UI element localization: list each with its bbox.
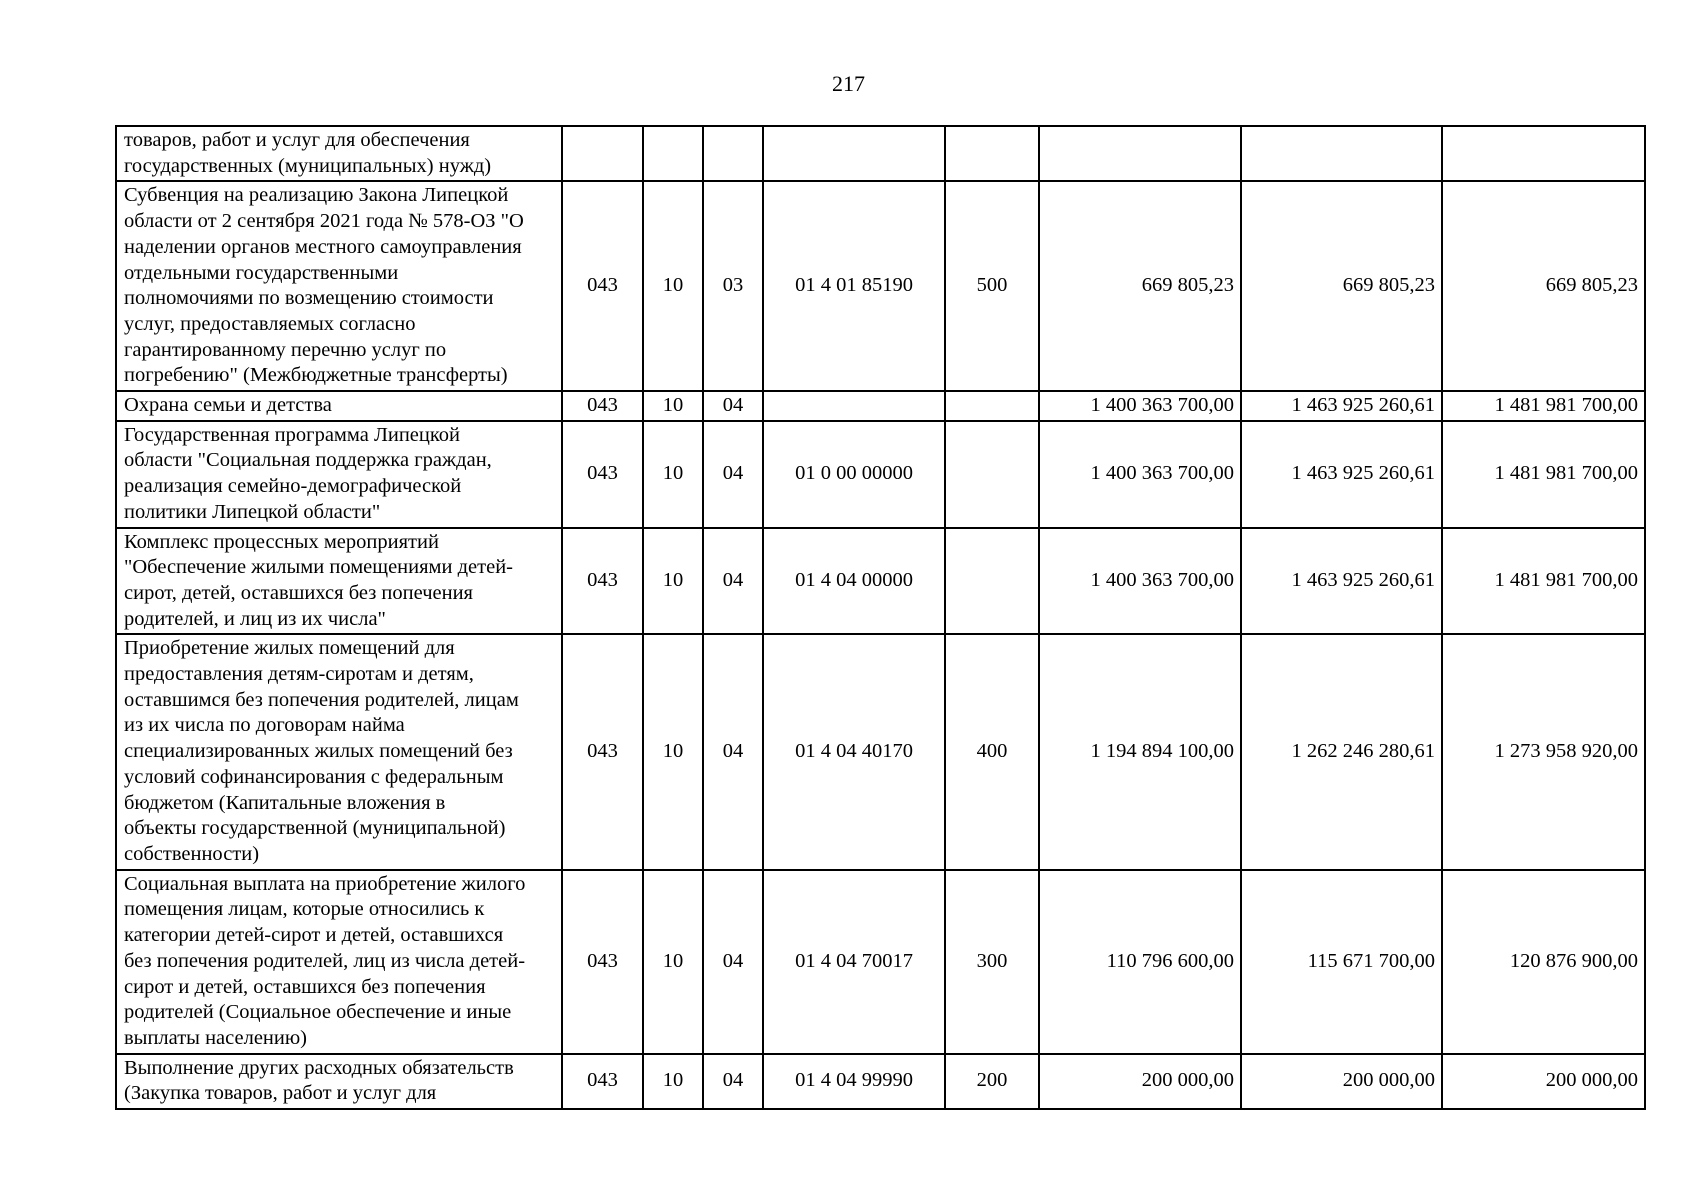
cell-amount-year-1: 1 400 363 700,00	[1039, 421, 1241, 528]
table-row	[116, 634, 1645, 869]
description-line: области от 2 сентября 2021 года № 578-ОЗ "О	[124, 210, 524, 233]
cell-amount-year-3: 669 805,23	[1442, 181, 1645, 391]
description-line: Социальная выплата на приобретение жилого	[124, 872, 526, 895]
description-line: "Обеспечение жилыми помещениями детей-	[124, 556, 513, 579]
description-line: родителей (Социальное обеспечение и иные	[124, 1001, 512, 1024]
page-number: 217	[832, 71, 865, 96]
table-row	[116, 1054, 1645, 1109]
cell-target-article: 01 4 04 99990	[763, 1054, 945, 1109]
description-line: оставшимся без попечения родителей, лицам	[124, 688, 519, 711]
cell-subsection-code: 03	[703, 181, 763, 391]
description-line: без попечения родителей, лиц из числа детей-	[124, 949, 526, 972]
cell-amount-year-3: 1 481 981 700,00	[1442, 421, 1645, 528]
description-line: выплаты населению)	[124, 1026, 308, 1049]
cell-description	[116, 181, 562, 391]
cell-target-article	[763, 391, 945, 421]
cell-description	[116, 528, 562, 635]
cell-section-code: 10	[643, 421, 703, 528]
description-line: Субвенция на реализацию Закона Липецкой	[124, 184, 509, 207]
cell-section-code	[643, 126, 703, 181]
cell-amount-year-1: 669 805,23	[1039, 181, 1241, 391]
cell-amount-year-2: 115 671 700,00	[1241, 870, 1442, 1054]
cell-amount-year-3: 1 273 958 920,00	[1442, 634, 1645, 869]
cell-department-code: 043	[562, 528, 643, 635]
cell-amount-year-2: 1 262 246 280,61	[1241, 634, 1442, 869]
description-line: Комплекс процессных мероприятий	[124, 530, 439, 553]
cell-amount-year-2: 200 000,00	[1241, 1054, 1442, 1109]
cell-amount-year-2: 1 463 925 260,61	[1241, 421, 1442, 528]
cell-amount-year-3: 1 481 981 700,00	[1442, 391, 1645, 421]
cell-section-code: 10	[643, 634, 703, 869]
cell-amount-year-3: 1 481 981 700,00	[1442, 528, 1645, 635]
cell-amount-year-3	[1442, 126, 1645, 181]
description-line: Государственная программа Липецкой	[124, 423, 460, 446]
cell-section-code: 10	[643, 181, 703, 391]
cell-amount-year-3: 200 000,00	[1442, 1054, 1645, 1109]
table-body	[116, 126, 1645, 1109]
description-line: реализация семейно-демографической	[124, 475, 462, 498]
cell-subsection-code: 04	[703, 870, 763, 1054]
cell-subsection-code	[703, 126, 763, 181]
cell-department-code	[562, 126, 643, 181]
cell-department-code: 043	[562, 870, 643, 1054]
cell-expense-type	[945, 391, 1039, 421]
table-row	[116, 421, 1645, 528]
cell-amount-year-1	[1039, 126, 1241, 181]
cell-description	[116, 421, 562, 528]
cell-amount-year-1: 1 400 363 700,00	[1039, 391, 1241, 421]
cell-amount-year-2: 1 463 925 260,61	[1241, 391, 1442, 421]
budget-table	[115, 125, 1646, 1110]
description-line: Охрана семьи и детства	[124, 394, 332, 417]
cell-subsection-code: 04	[703, 1054, 763, 1109]
table-row	[116, 391, 1645, 421]
description-line: бюджетом (Капитальные вложения в	[124, 791, 446, 814]
cell-description	[116, 391, 562, 421]
cell-expense-type	[945, 528, 1039, 635]
cell-target-article: 01 0 00 00000	[763, 421, 945, 528]
table-row	[116, 870, 1645, 1054]
description-line: сирот, детей, оставшихся без попечения	[124, 581, 473, 604]
cell-department-code: 043	[562, 421, 643, 528]
description-line: полномочиями по возмещению стоимости	[124, 287, 494, 310]
cell-target-article: 01 4 01 85190	[763, 181, 945, 391]
cell-expense-type	[945, 421, 1039, 528]
cell-amount-year-2	[1241, 126, 1442, 181]
cell-expense-type: 300	[945, 870, 1039, 1054]
cell-subsection-code: 04	[703, 634, 763, 869]
description-line: гарантированному перечню услуг по	[124, 338, 447, 361]
description-line: Выполнение других расходных обязательств	[124, 1056, 514, 1079]
description-line: предоставления детям-сиротам и детям,	[124, 663, 474, 686]
cell-section-code: 10	[643, 870, 703, 1054]
cell-department-code: 043	[562, 181, 643, 391]
cell-amount-year-1: 200 000,00	[1039, 1054, 1241, 1109]
cell-subsection-code: 04	[703, 391, 763, 421]
description-line: наделении органов местного самоуправления	[124, 235, 522, 258]
description-line: условий софинансирования с федеральным	[124, 765, 504, 788]
cell-expense-type: 400	[945, 634, 1039, 869]
cell-description	[116, 126, 562, 181]
cell-amount-year-1: 1 400 363 700,00	[1039, 528, 1241, 635]
description-line: категории детей-сирот и детей, оставшихся	[124, 924, 504, 947]
description-line: области "Социальная поддержка граждан,	[124, 449, 492, 472]
description-line: сирот и детей, оставшихся без попечения	[124, 975, 486, 998]
cell-description	[116, 870, 562, 1054]
cell-amount-year-1: 1 194 894 100,00	[1039, 634, 1241, 869]
cell-section-code: 10	[643, 391, 703, 421]
cell-amount-year-2: 1 463 925 260,61	[1241, 528, 1442, 635]
cell-target-article: 01 4 04 40170	[763, 634, 945, 869]
description-line: отдельными государственными	[124, 261, 399, 284]
description-line: (Закупка товаров, работ и услуг для	[124, 1082, 437, 1105]
cell-subsection-code: 04	[703, 528, 763, 635]
cell-section-code: 10	[643, 1054, 703, 1109]
cell-target-article	[763, 126, 945, 181]
description-line: Приобретение жилых помещений для	[124, 637, 455, 660]
table-row	[116, 126, 1645, 181]
cell-department-code: 043	[562, 634, 643, 869]
cell-amount-year-2: 669 805,23	[1241, 181, 1442, 391]
description-line: государственных (муниципальных) нужд)	[124, 154, 492, 177]
cell-section-code: 10	[643, 528, 703, 635]
cell-expense-type	[945, 126, 1039, 181]
cell-department-code: 043	[562, 1054, 643, 1109]
description-line: собственности)	[124, 842, 260, 865]
cell-target-article: 01 4 04 00000	[763, 528, 945, 635]
description-line: родителей, и лиц из их числа"	[124, 607, 386, 630]
cell-description	[116, 634, 562, 869]
table-row	[116, 528, 1645, 635]
description-line: специализированных жилых помещений без	[124, 740, 513, 763]
description-line: товаров, работ и услуг для обеспечения	[124, 129, 470, 151]
cell-department-code: 043	[562, 391, 643, 421]
description-line: помещения лицам, которые относились к	[124, 898, 485, 921]
cell-expense-type: 500	[945, 181, 1039, 391]
cell-amount-year-1: 110 796 600,00	[1039, 870, 1241, 1054]
cell-subsection-code: 04	[703, 421, 763, 528]
description-line: из их числа по договорам найма	[124, 714, 405, 737]
cell-expense-type: 200	[945, 1054, 1039, 1109]
description-line: услуг, предоставляемых согласно	[124, 312, 416, 335]
cell-target-article: 01 4 04 70017	[763, 870, 945, 1054]
cell-description	[116, 1054, 562, 1109]
table-row	[116, 181, 1645, 391]
cell-amount-year-3: 120 876 900,00	[1442, 870, 1645, 1054]
description-line: политики Липецкой области"	[124, 500, 381, 523]
description-line: объекты государственной (муниципальной)	[124, 817, 506, 840]
description-line: погребению" (Межбюджетные трансферты)	[124, 364, 508, 387]
